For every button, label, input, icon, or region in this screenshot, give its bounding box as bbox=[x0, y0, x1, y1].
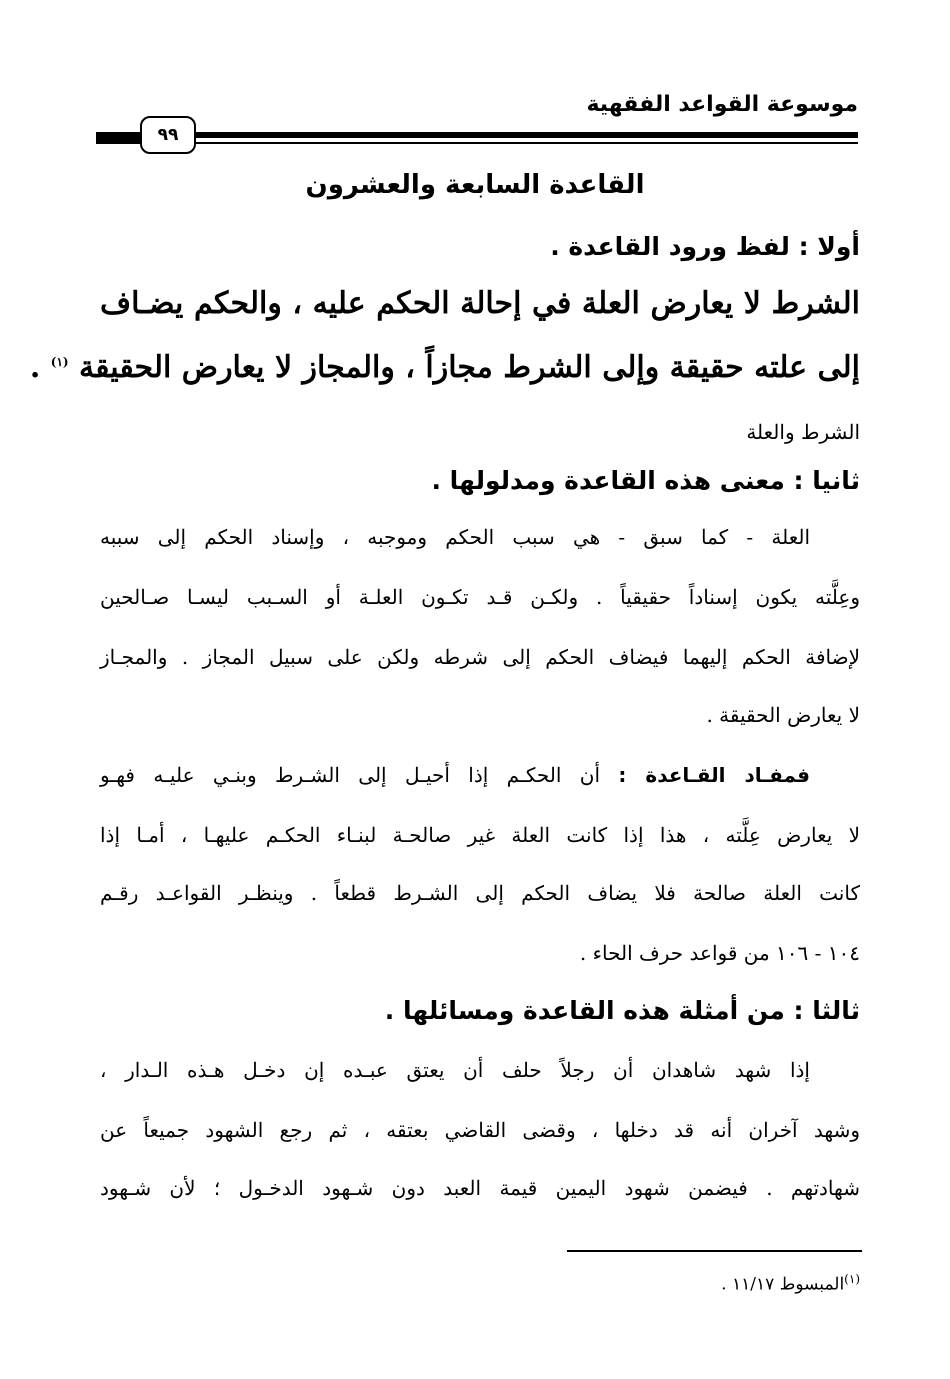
rule-text-line-2 bbox=[29, 350, 860, 385]
footnote-marker: (١) bbox=[844, 1272, 860, 1286]
header-rule-stub bbox=[96, 133, 142, 143]
s2-para2-line-2: لا يعارض عِلَّته ، هذا إذا كانت العلة غير صالحـة لبنـاء الحكـم عليهـا ، أمـا إذا bbox=[100, 823, 860, 847]
s2-para2-lead: فمفـاد القـاعدة : bbox=[618, 763, 810, 787]
rule-text-end: . bbox=[29, 350, 51, 385]
s2-para1-line-2: وعِلَّته يكون إسناداً حقيقياً . ولكـن قـد تكـون العلـة أو السـبب ليسـا صـالحين bbox=[100, 585, 860, 609]
rule-text-line-1: الشرط لا يعارض العلة في إحالة الحكم عليه ، والحكم يضـاف bbox=[100, 286, 860, 321]
s2-para2-line-1 bbox=[100, 763, 810, 787]
section2-heading: ثانيا : معنى هذه القاعدة ومدلولها . bbox=[431, 466, 860, 495]
running-head-title: موسوعة القواعد الفقهية bbox=[586, 92, 858, 117]
page-number-badge bbox=[140, 116, 196, 154]
s2-para2-line-4: ١٠٤ - ١٠٦ من قواعد حرف الحاء . bbox=[579, 941, 860, 965]
header-rule-thin bbox=[96, 142, 858, 144]
header-rule-thick bbox=[96, 132, 858, 138]
section3-heading: ثالثا : من أمثلة هذه القاعدة ومسائلها . bbox=[384, 996, 860, 1025]
s2-para2-line-3: كانت العلة صالحة فلا يضاف الحكم إلى الشـرط قطعاً . وينظـر القواعـد رقـم bbox=[100, 881, 860, 905]
rule-text-line-2-body: إلى علته حقيقة وإلى الشرط مجازاً ، والمجاز لا يعارض الحقيقة bbox=[79, 350, 860, 385]
s2-para2-line-1-rest: أن الحكـم إذا أحيـل إلى الشـرط وبنـي عليـه فهـو bbox=[100, 763, 619, 787]
keywords: الشرط والعلة bbox=[746, 420, 860, 444]
s3-para-line-3: شهادتهم . فيضمن شهود اليمين قيمة العبد دون شـهود الدخـول ؛ لأن شـهود bbox=[100, 1176, 860, 1200]
footnote-separator bbox=[567, 1250, 862, 1252]
rule-title: القاعدة السابعة والعشرون bbox=[305, 170, 645, 200]
footnote-text: المبسوط ١١/١٧ . bbox=[721, 1274, 845, 1295]
s2-para1-line-4: لا يعارض الحقيقة . bbox=[706, 703, 860, 727]
s2-para1-line-1: العلة - كما سبق - هي سبب الحكم وموجبه ، وإسناد الحكم إلى سببه bbox=[100, 525, 810, 549]
s3-para-line-2: وشهد آخران أنه قد دخلها ، وقضى القاضي بعتقه ، ثم رجع الشهود جميعاً عن bbox=[100, 1118, 860, 1142]
s3-para-line-1: إذا شهد شاهدان أن رجلاً حلف أن يعتق عبـده إن دخـل هـذه الـدار ، bbox=[100, 1058, 810, 1082]
section1-heading: أولا : لفظ ورود القاعدة . bbox=[550, 232, 860, 261]
s2-para1-line-3: لإضافة الحكم إليهما فيضاف الحكم إلى شرطه ولكن على سبيل المجاز . والمجـاز bbox=[100, 645, 860, 669]
footnote bbox=[721, 1272, 860, 1295]
page-number: ٩٩ bbox=[157, 125, 179, 145]
footnote-ref-1: (١) bbox=[50, 355, 69, 369]
